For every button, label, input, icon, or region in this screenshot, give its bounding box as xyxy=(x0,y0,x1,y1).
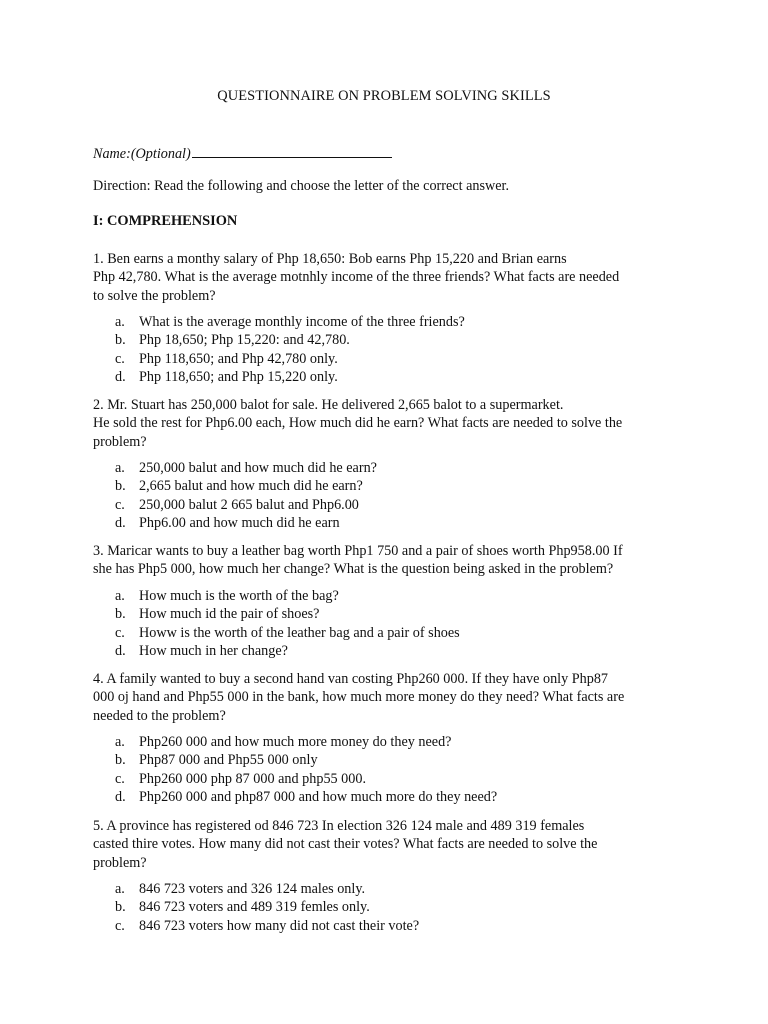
option-c xyxy=(115,496,675,514)
option-a xyxy=(115,733,675,751)
options-list-2 xyxy=(115,459,675,532)
option-text: 250,000 balut 2 665 balut and Php6.00 xyxy=(139,496,359,513)
option-d xyxy=(115,514,675,532)
option-a xyxy=(115,587,675,605)
option-letter: a. xyxy=(115,460,125,476)
question-text-line: problem? xyxy=(93,854,147,871)
option-text: Php260 000 php 87 000 and php55 000. xyxy=(139,770,366,787)
question-5 xyxy=(93,817,683,872)
option-text: 846 723 voters and 489 319 femles only. xyxy=(139,899,370,916)
question-text-line: she has Php5 000, how much her change? What is the question being asked in the problem? xyxy=(93,561,614,578)
option-d xyxy=(115,788,675,806)
question-2 xyxy=(93,396,683,451)
option-letter: a. xyxy=(115,734,125,750)
option-text: Php 18,650; Php 15,220: and 42,780. xyxy=(139,332,350,349)
name-label: Name:(Optional) xyxy=(93,146,191,162)
option-text: Howw is the worth of the leather bag and a pair of shoes xyxy=(139,624,460,641)
option-letter: c. xyxy=(115,350,125,367)
option-text: Php260 000 and php87 000 and how much more do they need? xyxy=(139,788,498,805)
question-text-line: to solve the problem? xyxy=(93,287,216,304)
question-text-line: 2. Mr. Stuart has 250,000 balot for sale. He delivered 2,665 balot to a supermarket. xyxy=(93,397,564,413)
option-a xyxy=(115,459,675,477)
option-text: How much in her change? xyxy=(139,642,288,659)
option-letter: b. xyxy=(115,478,126,495)
question-text-line: 000 oj hand and Php55 000 in the bank, how much more money do they need? What facts are xyxy=(93,689,625,706)
option-letter: c. xyxy=(115,496,125,513)
option-text: 2,665 balut and how much did he earn? xyxy=(139,478,363,495)
option-c xyxy=(115,917,675,935)
question-text-line: casted thire votes. How many did not cast their votes? What facts are needed to solve the xyxy=(93,836,598,853)
question-text-line: needed to the problem? xyxy=(93,707,226,724)
options-list-1 xyxy=(115,313,675,386)
option-text: Php87 000 and Php55 000 only xyxy=(139,752,318,769)
question-3 xyxy=(93,542,683,579)
option-text: Php 118,650; and Php 15,220 only. xyxy=(139,368,338,385)
option-b xyxy=(115,331,675,349)
question-text-line: Php 42,780. What is the average motnhly income of the three friends? What facts are needed xyxy=(93,269,620,286)
question-text-line: 1. Ben earns a monthy salary of Php 18,650: Bob earns Php 15,220 and Brian earns xyxy=(93,251,567,267)
question-4 xyxy=(93,670,683,725)
question-text-line: 4. A family wanted to buy a second hand van costing Php260 000. If they have only Php87 xyxy=(93,671,609,687)
option-text: What is the average monthly income of the three friends? xyxy=(139,314,465,330)
question-text-line: He sold the rest for Php6.00 each, How much did he earn? What facts are needed to solve the xyxy=(93,415,623,432)
section-heading: I: COMPREHENSION xyxy=(93,213,238,229)
option-text: How much is the worth of the bag? xyxy=(139,588,339,604)
option-letter: d. xyxy=(115,514,126,531)
option-b xyxy=(115,605,675,623)
option-c xyxy=(115,770,675,788)
option-a xyxy=(115,313,675,331)
option-text: Php260 000 and how much more money do they need? xyxy=(139,734,452,750)
option-letter: b. xyxy=(115,332,126,349)
option-letter: d. xyxy=(115,788,126,805)
option-letter: b. xyxy=(115,752,126,769)
option-b xyxy=(115,898,675,916)
option-letter: b. xyxy=(115,606,126,623)
options-list-5 xyxy=(115,880,675,935)
option-d xyxy=(115,642,675,660)
question-text-line: 5. A province has registered od 846 723 In election 326 124 male and 489 319 females xyxy=(93,818,585,834)
option-a xyxy=(115,880,675,898)
option-text: Php6.00 and how much did he earn xyxy=(139,514,340,531)
document-title: QUESTIONNAIRE ON PROBLEM SOLVING SKILLS xyxy=(217,88,551,104)
option-b xyxy=(115,477,675,495)
option-text: 846 723 voters how many did not cast their vote? xyxy=(139,917,420,934)
option-b xyxy=(115,751,675,769)
option-letter: a. xyxy=(115,314,125,330)
option-letter: c. xyxy=(115,917,125,934)
option-text: Php 118,650; and Php 42,780 only. xyxy=(139,350,338,367)
options-list-3 xyxy=(115,587,675,660)
question-text-line: problem? xyxy=(93,433,147,450)
option-text: 846 723 voters and 326 124 males only. xyxy=(139,881,366,897)
option-c xyxy=(115,624,675,642)
option-c xyxy=(115,350,675,368)
question-1 xyxy=(93,250,683,305)
options-list-4 xyxy=(115,733,675,806)
option-text: How much id the pair of shoes? xyxy=(139,606,320,623)
option-d xyxy=(115,368,675,386)
option-letter: d. xyxy=(115,368,126,385)
direction-text: Direction: Read the following and choose the letter of the correct answer. xyxy=(93,178,510,194)
option-letter: a. xyxy=(115,588,125,604)
question-text-line: 3. Maricar wants to buy a leather bag worth Php1 750 and a pair of shoes worth Php958.00 If xyxy=(93,543,623,559)
name-blank-line xyxy=(192,143,392,158)
name-field xyxy=(93,143,392,163)
option-text: 250,000 balut and how much did he earn? xyxy=(139,460,377,476)
option-letter: d. xyxy=(115,642,126,659)
option-letter: b. xyxy=(115,899,126,916)
option-letter: c. xyxy=(115,770,125,787)
option-letter: c. xyxy=(115,624,125,641)
option-letter: a. xyxy=(115,881,125,897)
